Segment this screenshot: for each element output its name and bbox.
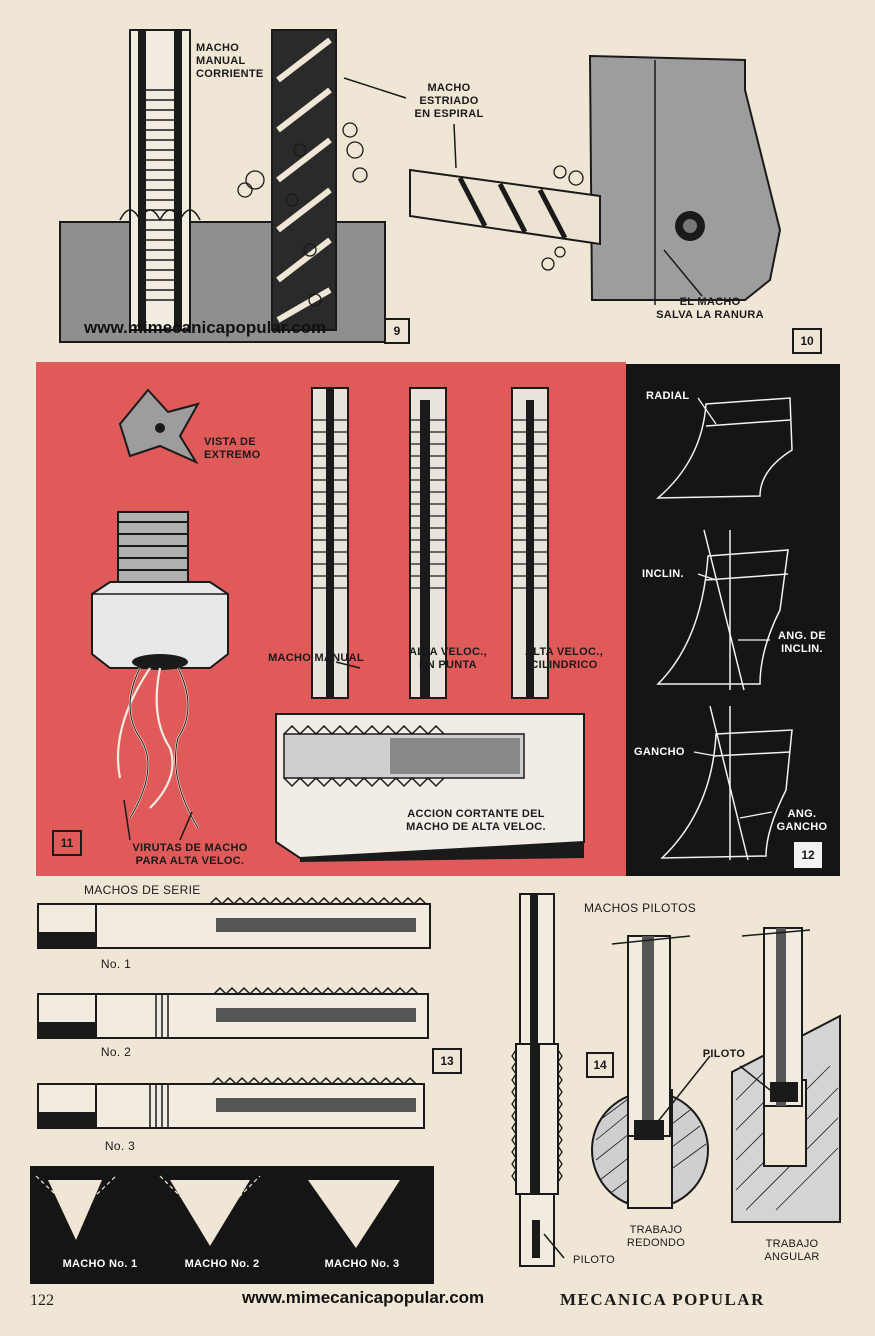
fig12-label-radial: RADIAL: [646, 390, 690, 402]
fig13-label-no1: No. 1: [100, 957, 132, 971]
fig12-label-inclin: INCLIN.: [642, 568, 684, 580]
fig13-profile-1: MACHO No. 1: [62, 1258, 138, 1270]
fig14-title: MACHOS PILOTOS: [584, 901, 697, 915]
fig11-label-alta-cil: ALTA VELOC., CILINDRICO: [525, 646, 603, 671]
fig13-profile-3: MACHO No. 3: [324, 1258, 400, 1270]
fig10-label-ranura: EL MACHO SALVA LA RANURA: [656, 296, 764, 321]
fig14-piloto-top: PILOTO: [702, 1048, 746, 1060]
fig11-number: 11: [52, 830, 82, 856]
fig11-label-accion: ACCION CORTANTE DEL MACHO DE ALTA VELOC.: [406, 808, 546, 833]
fig13-label-no3: No. 3: [104, 1139, 136, 1153]
fig13-number: 13: [432, 1048, 462, 1074]
watermark-bottom: www.mimecanicapopular.com: [242, 1288, 485, 1307]
fig14-piloto-bottom: PILOTO: [573, 1254, 615, 1266]
fig13-label-no2: No. 2: [100, 1045, 132, 1059]
fig14-trabajo-angular: TRABAJO ANGULAR: [764, 1238, 820, 1263]
fig9-number: 9: [384, 318, 410, 344]
fig9-label-estriado: MACHO ESTRIADO EN ESPIRAL: [414, 82, 484, 120]
fig14-number: 14: [586, 1052, 614, 1078]
fig9-label-macho-manual: MACHO MANUAL CORRIENTE: [196, 42, 264, 80]
fig12-label-gancho: GANCHO: [634, 746, 685, 758]
fig11-label-macho-manual: MACHO MANUAL: [268, 652, 364, 664]
fig11-label-vista: VISTA DE EXTREMO: [204, 436, 261, 461]
fig12-label-ang-gancho: ANG. GANCHO: [776, 808, 828, 833]
fig11-label-virutas: VIRUTAS DE MACHO PARA ALTA VELOC.: [132, 842, 248, 867]
fig13-title: MACHOS DE SERIE: [84, 883, 201, 897]
fig13-profile-2: MACHO No. 2: [184, 1258, 260, 1270]
fig12-label-ang-inclin: ANG. DE INCLIN.: [778, 630, 826, 655]
fig11-label-alta-punta: ALTA VELOC., EN PUNTA: [409, 646, 487, 671]
fig14-trabajo-redondo: TRABAJO REDONDO: [626, 1224, 686, 1249]
page-number: 122: [30, 1292, 54, 1309]
fig12-number: 12: [794, 842, 822, 868]
watermark-top: www.mimecanicapopular.com: [84, 318, 327, 337]
fig10-number: 10: [792, 328, 822, 354]
magazine-title: MECANICA POPULAR: [560, 1290, 765, 1309]
